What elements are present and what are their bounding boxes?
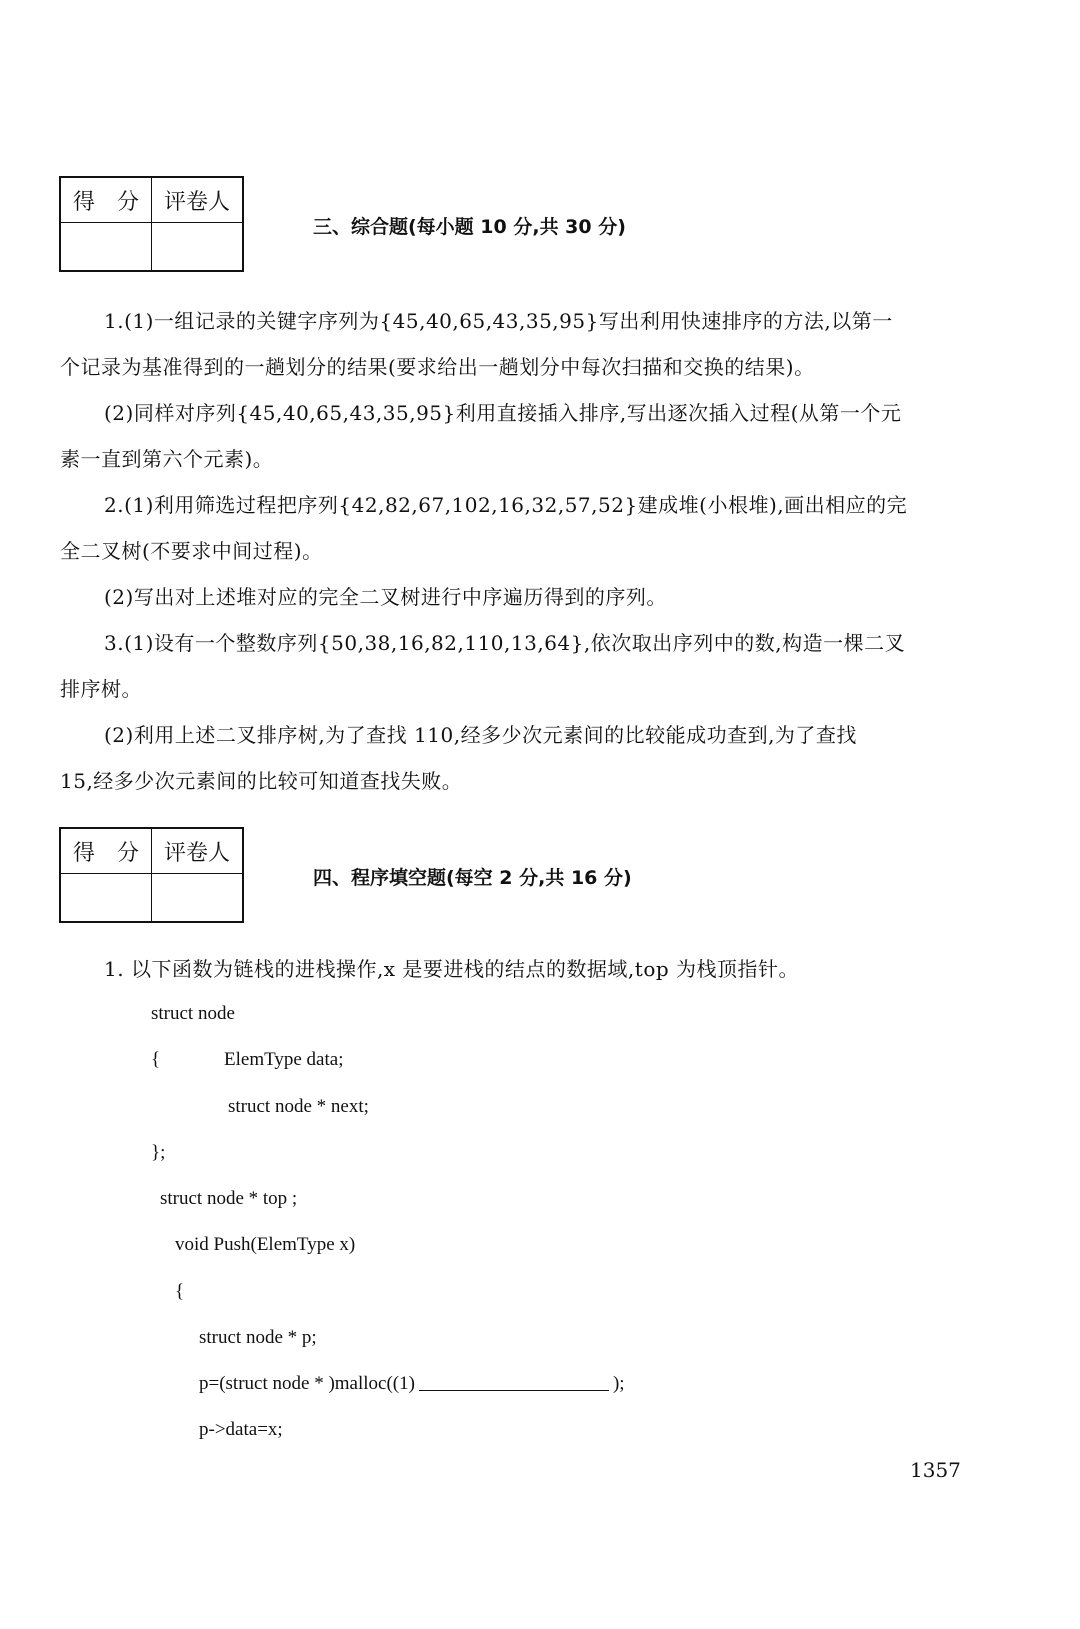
q1-part2-line1: (2)同样对序列{45,40,65,43,35,95}利用直接插入排序,写出逐次插入过程(从第一个元 xyxy=(104,401,902,425)
page-number: 1357 xyxy=(910,1458,961,1482)
q2-part1-line2: 全二叉树(不要求中间过程)。 xyxy=(60,539,323,563)
section3-title: 三、综合题(每小题 10 分,共 30 分) xyxy=(313,216,626,238)
grader-label: 评卷人 xyxy=(152,177,244,223)
score-cell xyxy=(60,874,152,923)
score-label: 得 分 xyxy=(60,828,152,874)
score-box-section4 xyxy=(59,827,244,923)
code-line-1: struct node xyxy=(151,1003,235,1024)
q3-part1-line1: 3.(1)设有一个整数序列{50,38,16,82,110,13,64},依次取出序列中的数,构造一棵二叉 xyxy=(104,631,906,655)
code-line-2-field: ElemType data; xyxy=(224,1049,344,1070)
q1-part2-line2: 素一直到第六个元素)。 xyxy=(60,447,274,471)
code-line-6: void Push(ElemType x) xyxy=(175,1234,356,1255)
code-line-4: }; xyxy=(151,1142,166,1163)
code-line-9-end: ); xyxy=(612,1373,625,1394)
section4-title: 四、程序填空题(每空 2 分,共 16 分) xyxy=(313,867,632,889)
answer-blank-1[interactable] xyxy=(419,1390,609,1391)
q3-part1-line2: 排序树。 xyxy=(60,677,142,701)
score-box-section3 xyxy=(59,176,244,272)
grader-label: 评卷人 xyxy=(152,828,244,874)
q1-part1-line1: 1.(1)一组记录的关键字序列为{45,40,65,43,35,95}写出利用快速排序的方法,以第一 xyxy=(104,309,893,333)
code-line-10: p->data=x; xyxy=(199,1419,283,1440)
score-cell xyxy=(60,223,152,272)
code-line-3: struct node * next; xyxy=(228,1096,369,1117)
score-label: 得 分 xyxy=(60,177,152,223)
q3-part2-line1: (2)利用上述二叉排序树,为了查找 110,经多少次元素间的比较能成功查到,为了查找 xyxy=(104,723,857,747)
q2-part1-line1: 2.(1)利用筛选过程把序列{42,82,67,102,16,32,57,52}建成堆(小根堆),画出相应的完 xyxy=(104,493,908,517)
code-line-8: struct node * p; xyxy=(199,1327,317,1348)
code-line-5: struct node * top ; xyxy=(160,1188,298,1209)
code-line-9 xyxy=(199,1373,625,1395)
grader-cell xyxy=(152,223,244,272)
grader-cell xyxy=(152,874,244,923)
section4-question1: 1. 以下函数为链栈的进栈操作,x 是要进栈的结点的数据域,top 为栈顶指针。 xyxy=(104,957,800,981)
q3-part2-line2: 15,经多少次元素间的比较可知道查找失败。 xyxy=(60,769,463,793)
code-line-2-brace: { xyxy=(151,1049,161,1070)
code-line-7: { xyxy=(175,1281,185,1302)
q2-part2-line1: (2)写出对上述堆对应的完全二叉树进行中序遍历得到的序列。 xyxy=(104,585,667,609)
q1-part1-line2: 个记录为基准得到的一趟划分的结果(要求给出一趟划分中每次扫描和交换的结果)。 xyxy=(60,355,815,379)
code-line-9-start: p=(struct node * )malloc((1) xyxy=(199,1373,415,1394)
